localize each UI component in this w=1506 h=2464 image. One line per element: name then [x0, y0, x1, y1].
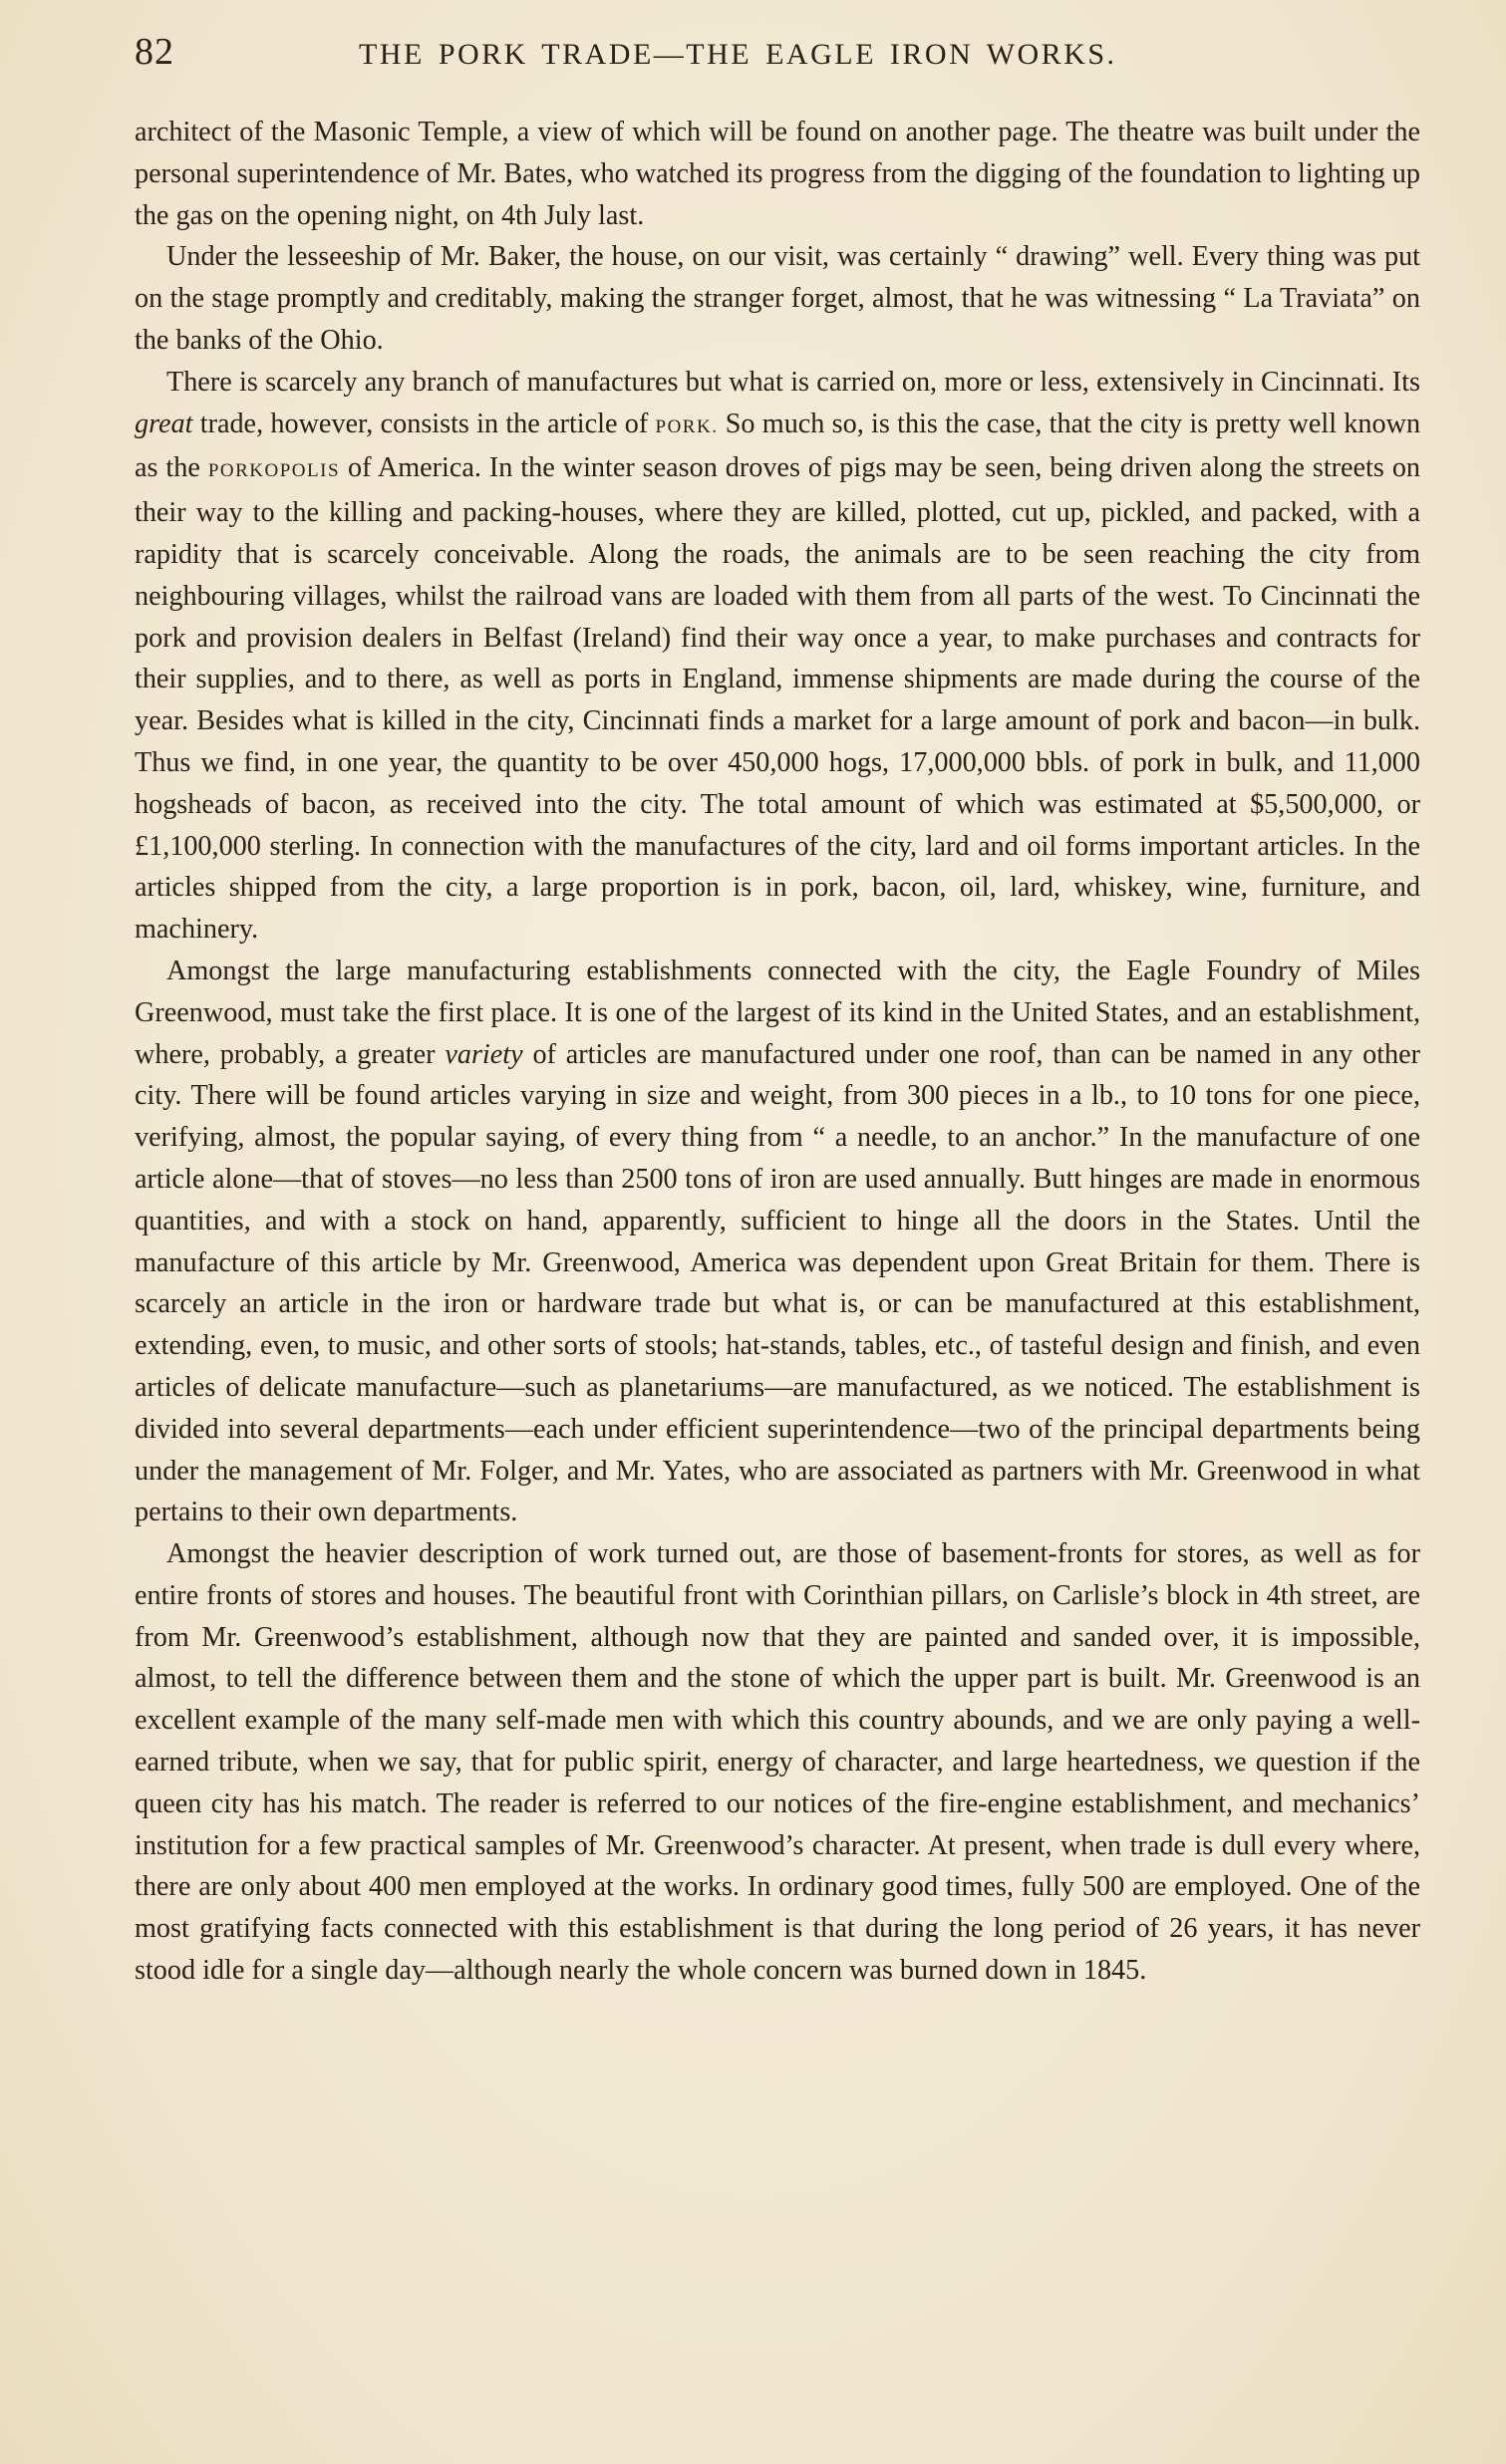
- page-number: 82: [135, 31, 174, 73]
- paragraph-text: So much so, is this the case, that the city is pretty well known as the: [135, 408, 1421, 484]
- paragraph-theatre: [135, 112, 1420, 236]
- running-head-title: THE PORK TRADE—THE EAGLE IRON WORKS.: [359, 38, 1117, 71]
- small-caps-porkopolis: PORKOPOLIS: [207, 460, 341, 482]
- paragraph-pork-trade: [135, 362, 1420, 951]
- paragraph-text: There is scarcely any branch of manufactures but what is carried on, more or less, extensively in Cincinnati. Its: [166, 366, 1420, 398]
- body-text: [135, 112, 1420, 1992]
- paragraph-text: architect of the Masonic Temple, a view of which will be found on another page. The theatre was built under the personal superintendence of Mr. Bates, who watched its progress from the digging of the foundation to lighting up the gas on the opening night, on 4th July last.: [135, 117, 1420, 231]
- paragraph-text: trade, however, consists in the article of: [199, 408, 649, 439]
- paragraph-text: Amongst the heavier description of work turned out, are those of basement-fronts for stores, as well as for entire fronts of stores and houses. The beautiful front with Corinthian pillars, on Carlisle’s block in 4th street, are from Mr. Greenwood’s establishment, although now that they are painted and sanded over, it is impossible, almost, to tell the difference between them and the stone of which the upper part is built. Mr. Greenwood is an excellent example of the many self-made men with which this country abounds, and we are only paying a well-earned tribute, when we say, that for public spirit, energy of character, and large heartedness, we question if the queen city has his match. The reader is referred to our notices of the fire-engine establishment, and mechanics’ institution for a few practical samples of Mr. Greenwood’s character. At present, when trade is dull every where, there are only about 400 men employed at the works. In ordinary good times, fully 500 are employed. One of the most gratifying facts connected with this establishment is that during the long period of 26 years, it has never stood idle for a single day—although nearly the whole concern was burned down in 1845.: [135, 1538, 1420, 1987]
- paragraph-eagle-foundry: [135, 951, 1420, 1533]
- paragraph-lesseeship: [135, 236, 1420, 361]
- paragraph-text: Under the lesseeship of Mr. Baker, the house, on our visit, was certainly “ drawing” well. Every thing was put on the stage promptly and creditably, making the stranger forget, almost, that he was witnessing “ La Traviata” on the banks of the Ohio.: [135, 241, 1420, 356]
- paragraph-text: Amongst the large manufacturing establishments connected with the city, the Eagle Foundry of Miles Greenwood, must take the first place. It is one of the largest of its kind in the United States, and an establishment, where, probably, a greater: [135, 955, 1420, 1070]
- paragraph-text: of America. In the winter season droves of pigs may be seen, being driven along the streets on their way to the killing and packing-houses, where they are killed, plotted, cut up, pickled, and packed, with a rapidity that is scarcely conceivable. Along the roads, the animals are to be seen reaching the city from neighbouring villages, whilst the railroad vans are loaded with them from all parts of the west. To Cincinnati the pork and provision dealers in Belfast (Ireland) find their way once a year, to make purchases and contracts for their supplies, and to there, as well as ports in England, immense shipments are made during the course of the year. Besides what is killed in the city, Cincinnati finds a market for a large amount of pork and bacon—in bulk. Thus we find, in one year, the quantity to be over 450,000 hogs, 17,000,000 bbls. of pork in bulk, and 11,000 hogsheads of bacon, as received into the city. The total amount of which was estimated at $5,500,000, or £1,100,000 sterling. In connection with the manufactures of the city, lard and oil forms important articles. In the articles shipped from the city, a large proportion is in pork, bacon, oil, lard, whiskey, wine, furniture, and machinery.: [135, 452, 1421, 946]
- small-caps-pork: PORK.: [655, 415, 719, 437]
- paragraph-heavier-work: [135, 1533, 1420, 1992]
- emphasis-variety: variety: [445, 1038, 523, 1070]
- paragraph-text: of articles are manufactured under one roof, than can be named in any other city. There will be found articles varying in size and weight, from 300 pieces in a lb., to 10 tons for one piece, verifying, almost, the popular saying, of every thing from “ a needle, to an anchor.” In the manufacture of one article alone—that of stoves—no less than 2500 tons of iron are used annually. Butt hinges are made in enormous quantities, and with a stock on hand, apparently, sufficient to hinge all the doors in the States. Until the manufacture of this article by Mr. Greenwood, America was dependent upon Great Britain for them. There is scarcely an article in the iron or hardware trade but what is, or can be manufactured at this establishment, extending, even, to music, and other sorts of stools; hat-stands, tables, etc., of tasteful design and finish, and even articles of delicate manufacture—such as planetariums—are manufactured, as we noticed. The establishment is divided into several departments—each under efficient superintendence—two of the principal departments being under the management of Mr. Folger, and Mr. Yates, who are associated as partners with Mr. Greenwood in what pertains to their own departments.: [135, 1038, 1421, 1528]
- page-header: [135, 30, 1420, 90]
- emphasis-great: great: [135, 408, 193, 439]
